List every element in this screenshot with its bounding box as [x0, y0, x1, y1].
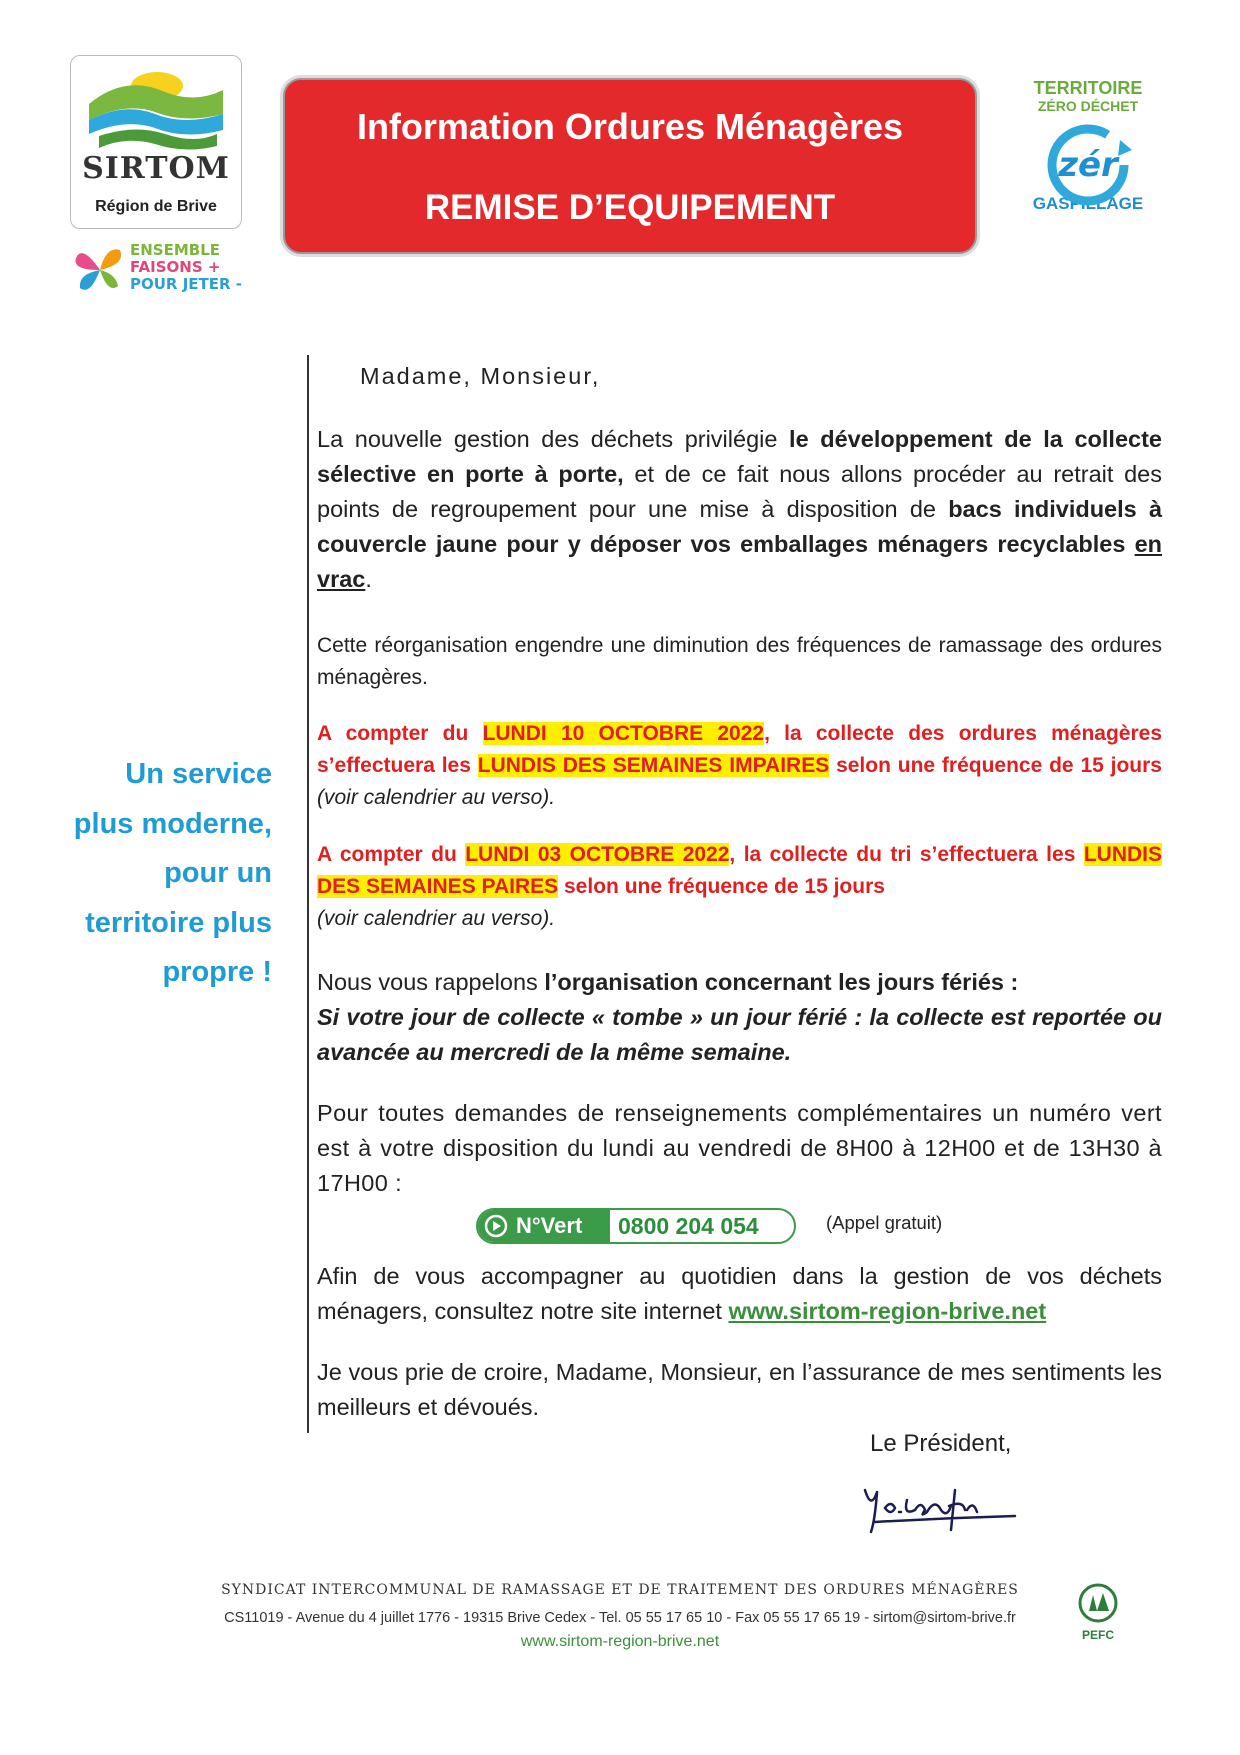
paragraph-5 — [317, 965, 1162, 1070]
sirtom-logo — [70, 55, 242, 229]
slogan-line: pour un — [164, 857, 272, 889]
numero-vert-number: 0800 204 054 — [618, 1213, 759, 1239]
paragraph-3 — [317, 718, 1162, 814]
text-red: selon une fréquence de 15 jours — [829, 754, 1162, 777]
slogan-line: plus moderne, — [73, 807, 272, 840]
zero-line-1: TERRITOIRE — [1033, 78, 1143, 98]
text: Nous vous rappelons — [317, 969, 545, 995]
text: . — [365, 566, 372, 592]
title-banner — [283, 78, 977, 254]
text-bold-underline: en vrac — [317, 531, 1162, 592]
title-line-1: Information Ordures Ménagères — [356, 106, 904, 147]
text-bold: l’organisation concernant les jours fériés : — [544, 969, 1019, 995]
pefc-logo — [1068, 1583, 1128, 1642]
footer-address: CS11019 - Avenue du 4 juillet 1776 - 19315 Brive Cedex - Tel. 05 55 17 65 10 - Fax 05 55 17 65 19 - sirtom@sirtom-brive.fr — [224, 1610, 1016, 1626]
zero-line-2: ZÉRO DÉCHET — [1037, 98, 1139, 114]
ensemble-logo — [72, 240, 252, 300]
text: La nouvelle gestion des déchets privilégie — [317, 426, 790, 452]
signature-icon — [855, 1470, 1025, 1540]
text-bold: le développement de la collecte sélective en porte à porte, — [317, 426, 1162, 487]
text-red: , la collecte des ordures ménagères s’effectuera les — [317, 722, 1162, 777]
text-red: , la collecte du tri s’effectuera les — [729, 843, 1084, 866]
zero-dechet-logo — [1018, 78, 1158, 248]
highlight-weeks: LUNDIS DES SEMAINES PAIRES — [317, 843, 1162, 898]
ensemble-line-3: POUR JETER - — [130, 275, 243, 293]
pefc-tree-icon — [1075, 1583, 1121, 1623]
text: Afin de vous accompagner au quotidien dans la gestion de vos déchets ménagers, consultez notre site internet — [317, 1263, 1162, 1324]
text: et de ce fait nous allons procéder au retrait des points de regroupement pour une mise à disposition de — [317, 461, 1162, 522]
slogan — [40, 750, 272, 998]
text-italic: (voir calendrier au verso). — [317, 786, 556, 809]
text-bold: bacs individuels à couvercle jaune pour y déposer vos emballages ménagers recyclables — [317, 496, 1163, 557]
footer-organisation: SYNDICAT INTERCOMMUNAL DE RAMASSAGE ET DE TRAITEMENT DES ORDURES MÉNAGÈRES — [221, 1582, 1019, 1598]
zero-line-3: GASPILLAGE — [1032, 194, 1144, 213]
play-icon — [484, 1214, 508, 1238]
pefc-label: PEFC — [1081, 1628, 1114, 1642]
highlight-date: LUNDI 10 OCTOBRE 2022 — [482, 722, 765, 745]
text-bold-italic: Si votre jour de collecte « tombe » un jour férié : la collecte est reportée ou avancée au mercredi de la même semaine. — [317, 1004, 1162, 1065]
signoff: Le Président, — [870, 1430, 1012, 1457]
paragraph-2: Cette réorganisation engendre une diminution des fréquences de ramassage des ordures ménagères. — [317, 634, 1162, 689]
appel-gratuit: (Appel gratuit) — [826, 1212, 943, 1233]
svg-text:zér: zér — [1058, 145, 1118, 185]
website-link[interactable]: www.sirtom-region-brive.net — [728, 1298, 1047, 1324]
paragraph-6: Pour toutes demandes de renseignements complémentaires un numéro vert est à votre disposition du lundi au vendredi de 8H00 à 12H00 et de 13H30 à 17H00 : — [317, 1100, 1162, 1196]
highlight-date: LUNDI 03 OCTOBRE 2022 — [465, 843, 730, 866]
zero-recycle-icon — [1038, 120, 1138, 210]
ensemble-line-2: FAISONS + — [130, 258, 221, 276]
text-red: A compter du — [317, 843, 466, 866]
hills-logo-icon — [85, 64, 227, 154]
logo-region: Région de Brive — [95, 198, 217, 215]
text-italic: (voir calendrier au verso). — [317, 907, 556, 930]
paragraph-8: Je vous prie de croire, Madame, Monsieur, en l’assurance de mes sentiments les meilleurs et dévoués. — [317, 1359, 1162, 1420]
numero-vert-badge[interactable] — [476, 1208, 796, 1244]
paragraph-4 — [317, 839, 1162, 935]
title-line-2: REMISE D’EQUIPEMENT — [424, 188, 836, 227]
ensemble-line-1: ENSEMBLE — [130, 241, 221, 259]
vertical-divider — [307, 355, 309, 1433]
logo-name: SIRTOM — [82, 151, 230, 186]
slogan-line: territoire plus — [85, 906, 272, 939]
highlight-weeks: LUNDIS DES SEMAINES IMPAIRES — [477, 754, 830, 777]
slogan-line: propre ! — [162, 956, 272, 988]
numero-vert-label: N°Vert — [516, 1213, 583, 1238]
paragraph-1 — [317, 422, 1162, 597]
butterfly-icon — [72, 244, 128, 296]
footer-website[interactable]: www.sirtom-region-brive.net — [520, 1633, 720, 1650]
slogan-line: Un service — [125, 758, 272, 790]
paragraph-7 — [317, 1259, 1162, 1329]
text-red: A compter du — [317, 722, 483, 745]
text-red: selon une fréquence de 15 jours — [558, 875, 885, 898]
greeting: Madame, Monsieur, — [360, 363, 601, 389]
